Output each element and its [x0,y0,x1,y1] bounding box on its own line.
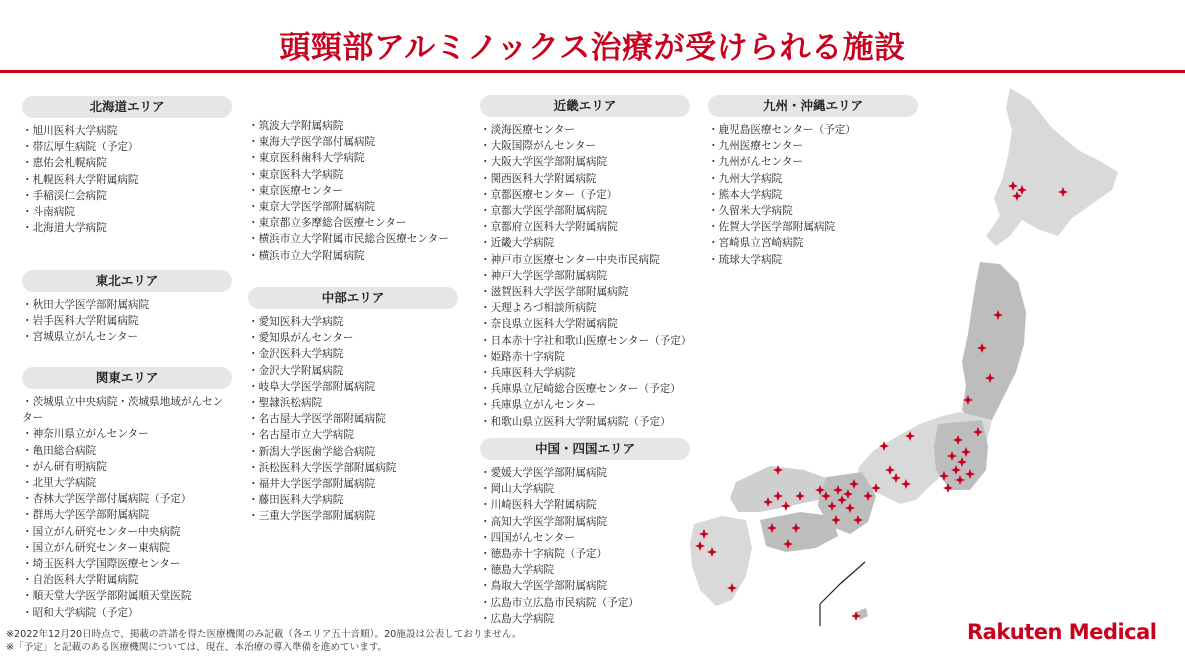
facility-item: ・川崎医科大学附属病院 [480,499,597,512]
facility-item: ・鹿児島医療センター（予定） [708,124,856,136]
facility-item: ・神戸市立医療センター中央市民病院 [480,253,660,266]
facility-item: ・新潟大学医歯学総合病院 [248,445,376,458]
facility-item: ・兵庫県立がんセンター [480,399,597,412]
facility-item: ・名古屋市立大学病院 [248,429,354,442]
facility-item: ・岡山大学病院 [480,483,555,496]
facility-item: ・淡海医療センター [480,124,575,136]
map-kyushu [690,516,752,606]
facility-item: ・東京医科大学病院 [248,168,344,181]
facility-item: ・鳥取大学医学部附属病院 [480,580,608,593]
facility-item: ・東京大学医学部附属病院 [248,201,376,214]
region-hokkaido [22,96,232,236]
facility-item: ・近畿大学病院 [480,237,555,250]
facility-item: ・宮城県立がんセンター [22,331,139,344]
facility-item: ・愛知県がんセンター [248,332,354,345]
facility-item: ・岩手医科大学附属病院 [22,315,139,328]
map-okinawa [856,608,868,620]
facility-item: ・関西医科大学附属病院 [480,172,597,185]
facility-item: ・京都府立医科大学附属病院 [480,221,618,234]
facility-item: ・兵庫医科大学病院 [480,367,576,380]
facility-item: ・愛知医科大学病院 [248,316,344,328]
facility-item: ・姫路赤十字病院 [480,350,565,363]
facility-item: ・聖隷浜松病院 [248,397,323,410]
facility-item: ・東京都立多摩総合医療センター [248,217,407,230]
okinawa-inset-border [820,562,865,604]
facility-item: ・亀田総合病院 [22,444,97,457]
region-heading: 近畿エリア [480,95,690,117]
facility-item: ・自治医科大学附属病院 [22,574,139,587]
facility-item: ・浜松医科大学医学部附属病院 [248,461,397,474]
page-title: 頭頸部アルミノックス治療が受けられる施設 [279,30,906,66]
facility-item: ・手稲渓仁会病院 [22,189,107,202]
region-heading: 中国・四国エリア [480,438,690,460]
facility-item: ・徳島赤十字病院（予定） [480,548,608,561]
facility-item: ・奈良県立医科大学附属病院 [480,318,618,331]
facility-list [248,314,458,525]
facility-item: ・札幌医科大学附属病院 [22,173,139,186]
facility-item: ・京都大学医学部附属病院 [480,205,608,218]
facility-item: ・金沢大学附属病院 [248,364,344,377]
japan-map [640,84,1185,630]
facility-item: ・埼玉医科大学国際医療センター [22,558,181,571]
facility-item: ・がん研有明病院 [22,460,107,473]
facility-markers [695,181,1068,621]
facility-item: ・帯広厚生病院（予定） [22,141,139,154]
facility-item: ・藤田医科大学病院 [248,494,344,507]
region-heading: 北海道エリア [22,96,232,118]
map-hokkaido [986,88,1118,246]
region-heading: 中部エリア [248,287,458,309]
facility-item: ・四国がんセンター [480,531,575,544]
facility-item: ・岐阜大学医学部附属病院 [248,380,376,393]
facility-item: ・三重大学医学部附属病院 [248,510,376,523]
facility-item: ・群馬大学医学部附属病院 [22,509,150,522]
facility-item: ・九州大学病院 [708,172,783,185]
region-kanto [22,367,232,621]
facility-item: ・旭川医科大学病院 [22,125,118,137]
facility-item: ・東京医療センター [248,184,343,197]
region-heading: 九州・沖縄エリア [708,95,918,117]
facility-item: ・東海大学医学部付属病院 [248,136,376,149]
region-heading: 関東エリア [22,367,232,389]
facility-item: ・大阪大学医学部附属病院 [480,156,608,169]
facility-item: ・京都医療センター（予定） [480,188,618,201]
facility-item: ・熊本大学病院 [708,188,783,201]
facility-item: ・筑波大学附属病院 [248,120,344,132]
facility-item: ・恵佑会札幌病院 [22,157,107,170]
facility-list [22,123,232,236]
facility-item: ・順天堂大学医学部附属順天堂医院 [22,590,192,603]
facility-item: ・琉球大学病院 [708,253,783,266]
facility-item: ・和歌山県立医科大学附属病院（予定） [480,415,671,428]
facility-item: ・福井大学医学部附属病院 [248,478,376,491]
facility-item: ・名古屋大学医学部附属病院 [248,413,386,426]
facility-item: ・北海道大学病院 [22,222,107,235]
facility-item: ・東京医科歯科大学病院 [248,152,365,165]
facility-item: ・久留米大学病院 [708,205,793,218]
facility-item: ・天理よろづ相談所病院 [480,302,597,315]
facility-item: ・秋田大学医学部附属病院 [22,299,150,311]
facility-item: ・高知大学医学部附属病院 [480,515,608,528]
facility-item: ・広島市立広島市民病院（予定） [480,596,639,609]
region-kanto-continued [248,118,473,264]
facility-item: ・茨城県立中央病院・茨城県地域がんセンター [22,396,224,425]
facility-list [22,394,232,621]
facility-item: ・斗南病院 [22,206,75,219]
facility-item: ・兵庫県立尼崎総合医療センター（予定） [480,383,681,396]
facility-item: ・昭和大学病院（予定） [22,606,139,619]
facility-item: ・大阪国際がんセンター [480,140,597,153]
facility-item: ・杏林大学医学部付属病院（予定） [22,493,192,506]
facility-item: ・滋賀医科大学医学部附属病院 [480,286,629,299]
facility-list [22,297,232,346]
facility-item: ・日本赤十字社和歌山医療センター（予定） [480,334,692,347]
footnote: ※2022年12月20日時点で、掲載の許諾を得た医療機関のみ記載（各エリア五十音順）。20施設は公表しておりません。 [6,629,522,640]
title-underline [0,70,1185,73]
facility-item: ・横浜市立大学附属病院 [248,249,365,262]
region-tohoku [22,270,232,346]
facility-item: ・宮崎県立宮崎病院 [708,237,804,250]
facility-item: ・国立がん研究センター東病院 [22,541,170,554]
footnote: ※「予定」と記載のある医療機関については、現在、本治療の導入準備を進めています。 [6,642,388,653]
footnotes [6,628,522,654]
facility-item: ・九州がんセンター [708,156,803,169]
facility-item: ・広島大学病院 [480,612,555,625]
region-chubu [248,287,458,525]
facility-item: ・横浜市立大学附属市民総合医療センター [248,233,449,246]
facility-item: ・九州医療センター [708,140,803,153]
facility-item: ・神戸大学医学部附属病院 [480,269,608,282]
facility-item: ・金沢医科大学病院 [248,348,344,361]
facility-item: ・愛媛大学医学部附属病院 [480,467,608,479]
facility-item: ・神奈川県立がんセンター [22,428,149,441]
facility-list [248,118,473,264]
facility-item: ・佐賀大学医学部附属病院 [708,221,836,234]
rakuten-medical-logo: Rakuten Medical [967,620,1157,644]
facility-item: ・徳島大学病院 [480,564,555,577]
facility-item: ・北里大学病院 [22,477,97,490]
facility-item: ・国立がん研究センター中央病院 [22,525,181,538]
region-heading: 東北エリア [22,270,232,292]
